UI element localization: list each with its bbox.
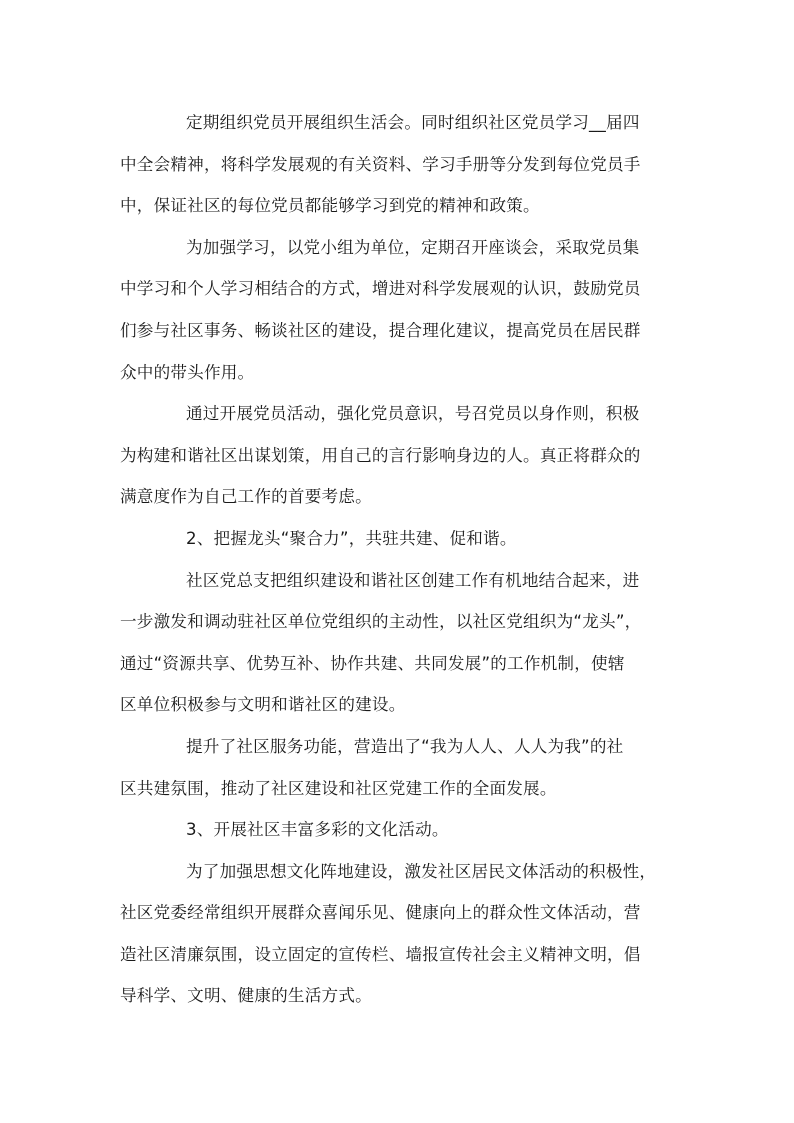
text-line: 通过开展党员活动，强化党员意识，号召党员以身作则，积极 [186, 404, 640, 424]
section-heading-3 [120, 809, 676, 851]
text-line: 满意度作为自己工作的首要考虑。 [120, 487, 372, 507]
text-line: 中学习和个人学习相结合的方式，增进对科学发展观的认识，鼓励党员 [120, 279, 641, 299]
section-heading-2 [120, 518, 676, 560]
text-line: 社区党总支把组织建设和谐社区创建工作有机地结合起来，进 [186, 570, 640, 590]
text-line: 为加强学习，以党小组为单位，定期召开座谈会，采取党员集 [186, 237, 640, 257]
text-line: 区共建氛围，推动了社区建设和社区党建工作的全面发展。 [120, 778, 557, 798]
text-line: 区单位积极参与文明和谐社区的建设。 [120, 695, 406, 715]
paragraph-culture [120, 851, 676, 1017]
text-line: 中，保证社区的每位党员都能够学习到党的精神和政策。 [120, 196, 540, 216]
text-line: 造社区清廉氛围，设立固定的宣传栏、墙报宣传社会主义精神文明，倡 [120, 944, 641, 964]
text-line: 们参与社区事务、畅谈社区的建设，提合理化建议，提高党员在居民群 [120, 320, 641, 340]
paragraph-service [120, 726, 676, 809]
heading-line: 3、开展社区丰富多彩的文化活动。 [186, 820, 449, 840]
text-line: 中全会精神，将科学发展观的有关资料、学习手册等分发到每位党员手 [120, 154, 641, 174]
text-line: 定期组织党员开展组织生活会。同时组织社区党员学习__届四 [186, 113, 640, 132]
paragraph-joint-building [120, 560, 676, 726]
text-line: 为构建和谐社区出谋划策，用自己的言行影响身边的人。真正将群众的 [120, 445, 641, 465]
heading-line: 2、把握龙头“聚合力”，共驻共建、促和谐。 [186, 528, 517, 548]
text-line: 通过“资源共享、优势互补、协作共建、共同发展”的工作机制，使辖 [120, 653, 625, 673]
text-line: 导科学、文明、健康的生活方式。 [120, 986, 372, 1006]
text-line: 社区党委经常组织开展群众喜闻乐见、健康向上的群众性文体活动，营 [120, 903, 641, 923]
text-line: 众中的带头作用。 [120, 362, 255, 382]
text-line: 提升了社区服务功能，营造出了“我为人人、人人为我”的社 [186, 736, 624, 756]
paragraph-party-life [120, 102, 676, 227]
document-page [120, 102, 676, 1017]
paragraph-activities [120, 393, 676, 518]
text-line: 一步激发和调动驻社区单位党组织的主动性，以社区党组织为“龙头”， [120, 612, 642, 632]
text-line: 为了加强思想文化阵地建设，激发社区居民文体活动的积极性， [186, 861, 657, 881]
paragraph-study [120, 227, 676, 393]
